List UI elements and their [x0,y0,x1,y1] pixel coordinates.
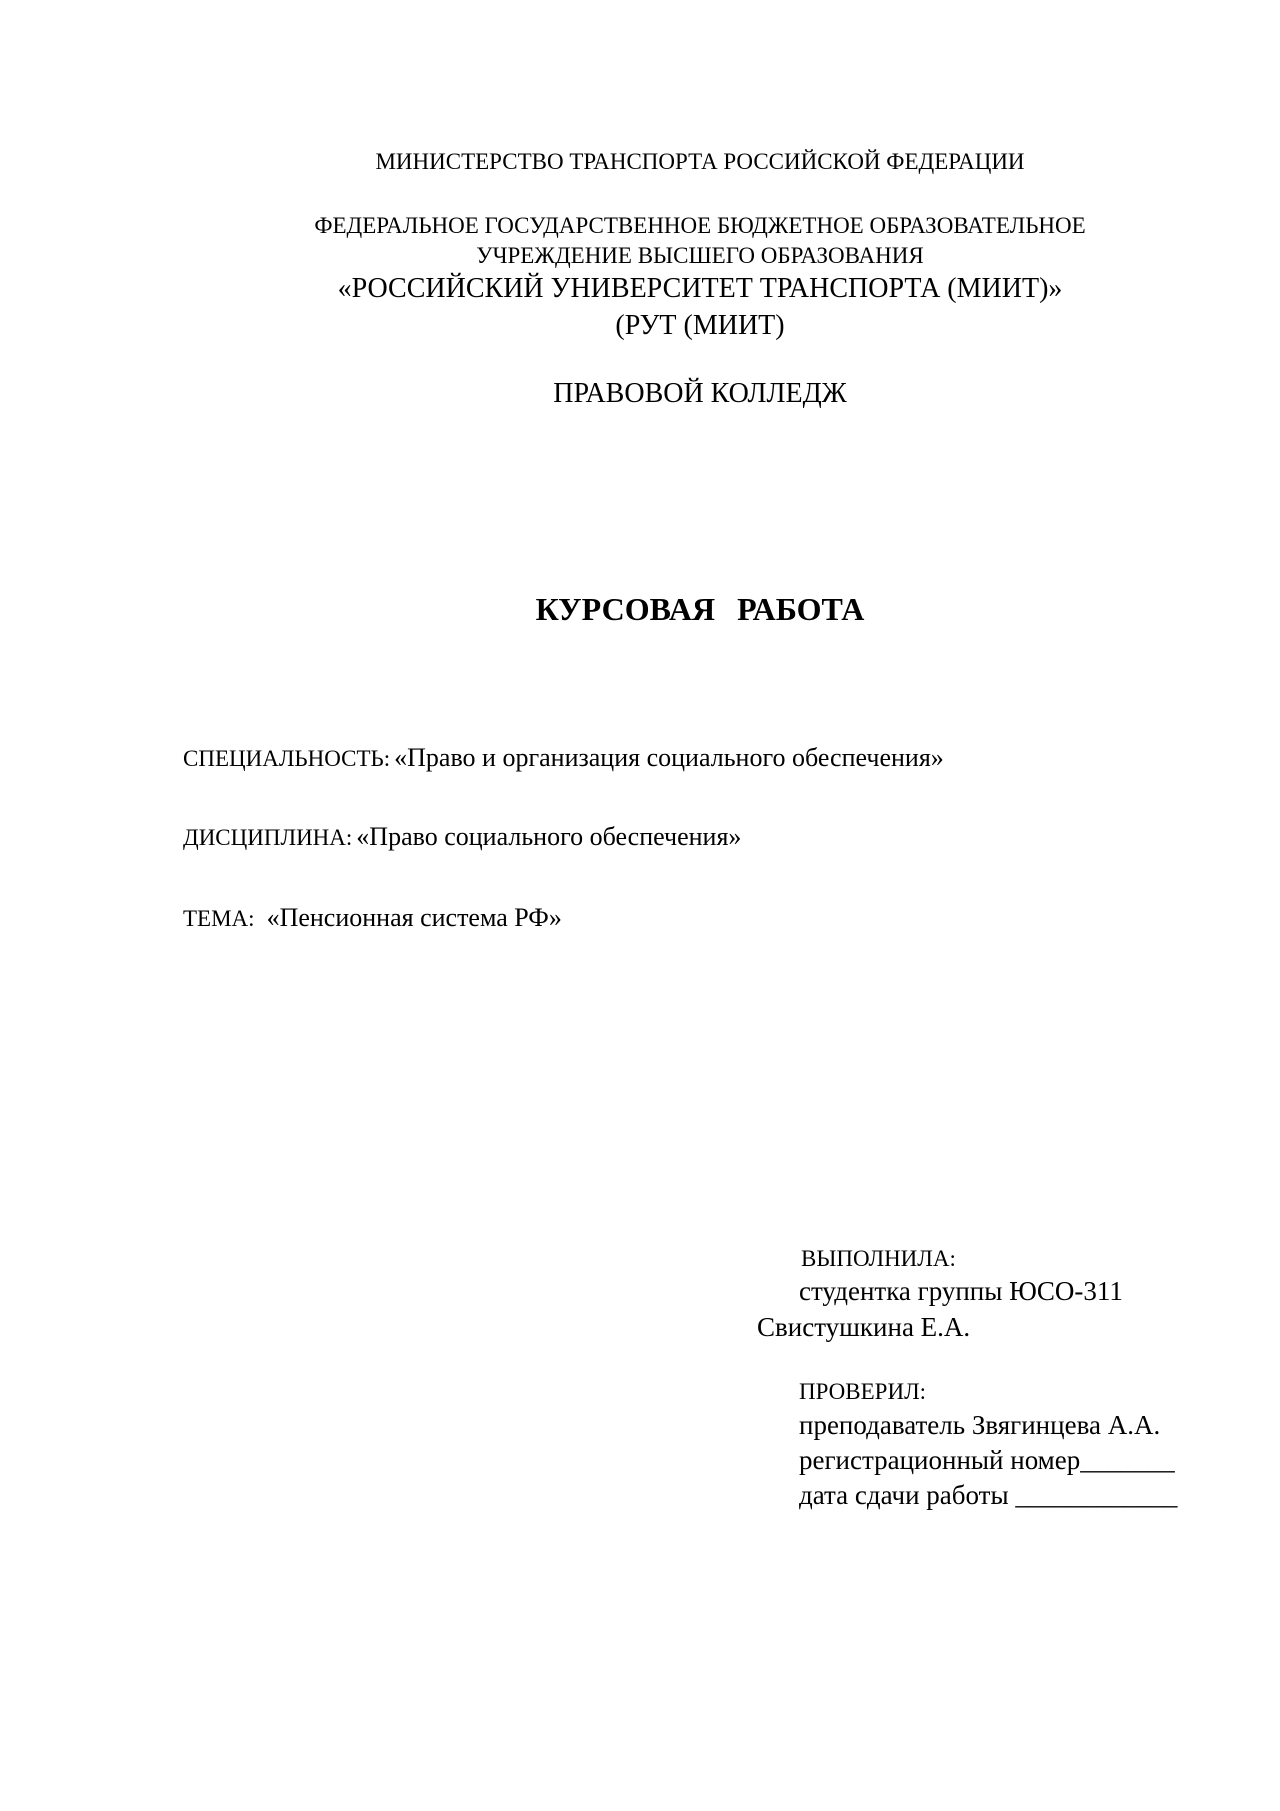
university-short-name: (РУТ (МИИТ) [615,310,785,341]
registration-number: регистрационный номер_______ [799,1445,1175,1475]
specialty-row [183,745,944,771]
checked-by-label: ПРОВЕРИЛ: [799,1379,927,1404]
institution-line-1: ФЕДЕРАЛЬНОЕ ГОСУДАРСТВЕННОЕ БЮДЖЕТНОЕ ОБРАЗОВАТЕЛЬНОЕ [314,213,1086,238]
discipline-value: «Право социального обеспечения» [356,822,742,851]
ministry-heading: МИНИСТЕРСТВО ТРАНСПОРТА РОССИЙСКОЙ ФЕДЕРАЦИИ [375,149,1025,174]
teacher-name: преподаватель Звягинцева А.А. [799,1410,1161,1440]
student-group: студентка группы ЮСО-311 [799,1276,1123,1306]
topic-label: ТЕМА: [183,906,255,931]
topic-value: «Пенсионная система РФ» [266,903,562,932]
document-title: КУРСОВАЯ РАБОТА [535,591,865,627]
topic-row [183,905,562,931]
completed-by-label: ВЫПОЛНИЛА: [801,1246,956,1271]
submission-date: дата сдачи работы ____________ [799,1480,1178,1510]
college-name: ПРАВОВОЙ КОЛЛЕДЖ [553,378,847,409]
specialty-value: «Право и организация социального обеспечения» [394,743,944,772]
discipline-row [183,824,741,850]
discipline-label: ДИСЦИПЛИНА: [183,825,353,850]
specialty-label: СПЕЦИАЛЬНОСТЬ: [183,746,391,771]
institution-line-2: УЧРЕЖДЕНИЕ ВЫСШЕГО ОБРАЗОВАНИЯ [476,243,924,268]
university-name: «РОССИЙСКИЙ УНИВЕРСИТЕТ ТРАНСПОРТА (МИИТ)» [337,273,1063,304]
student-name: Свистушкина Е.А. [757,1312,971,1342]
